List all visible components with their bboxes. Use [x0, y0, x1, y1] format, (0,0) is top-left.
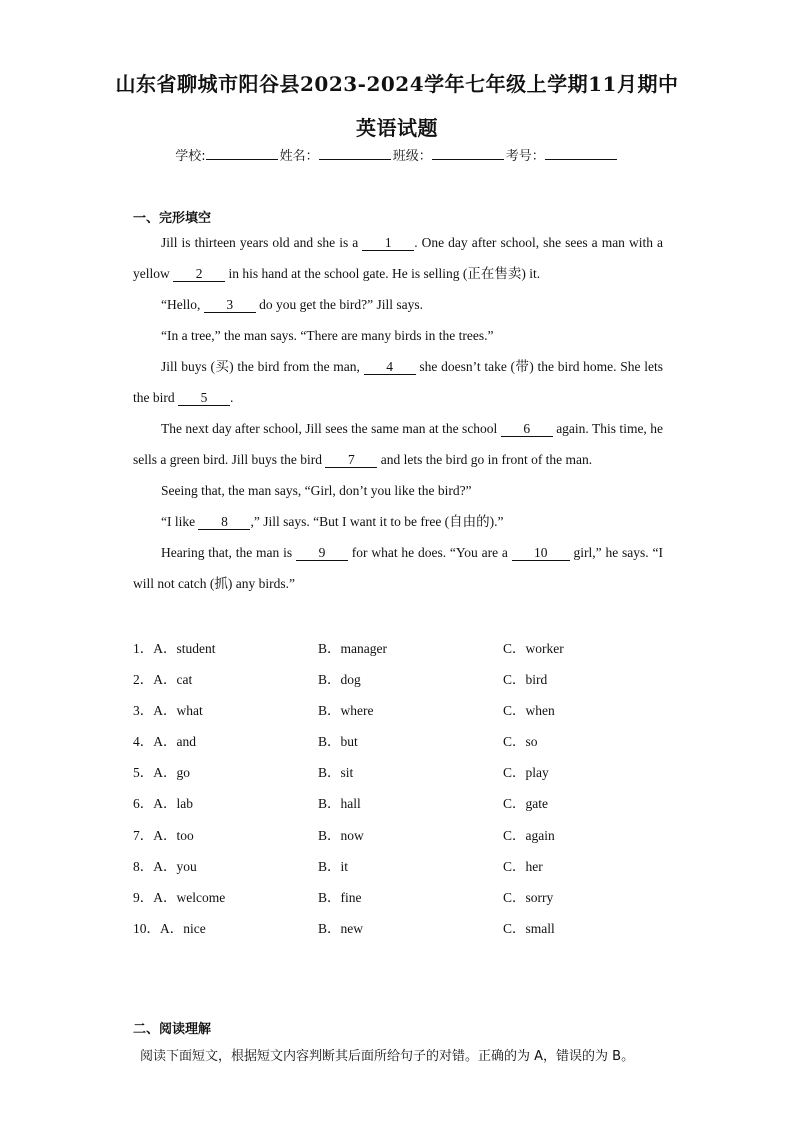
option-b[interactable]: B．manager: [318, 641, 387, 656]
option-row: [133, 761, 733, 792]
passage-paragraph: Hearing that, the man is 9 for what he does. “You are a 10 girl,” he says. “I will not catch (抓) any birds.”: [133, 545, 663, 591]
option-b[interactable]: B．it: [318, 858, 349, 874]
passage-paragraph: Jill is thirteen years old and she is a 1 . One day after school, she sees a man with a yellow 2 in his hand at the school gate. He is selling (正在售卖) it.: [133, 235, 663, 281]
option-a[interactable]: 3．A．what: [133, 703, 203, 719]
option-b[interactable]: B．but: [318, 734, 358, 750]
gap-1[interactable]: 1: [362, 236, 414, 251]
school-label: 学校:: [175, 149, 206, 164]
gap-4[interactable]: 4: [364, 360, 416, 375]
school-blank[interactable]: [206, 146, 278, 160]
option-c[interactable]: C．so: [503, 734, 538, 750]
option-a[interactable]: 6．A．lab: [133, 796, 193, 812]
passage-paragraph: “Hello, 3 do you get the bird?” Jill says.: [161, 297, 423, 312]
option-c[interactable]: C．gate: [503, 796, 548, 812]
option-row: [133, 668, 733, 699]
option-c[interactable]: C．small: [503, 920, 555, 936]
cloze-passage: [133, 227, 663, 599]
name-blank[interactable]: [319, 146, 391, 160]
option-a[interactable]: 9．A．welcome: [133, 889, 226, 905]
option-a[interactable]: 5．A．go: [133, 765, 190, 781]
gap-10[interactable]: 10: [512, 546, 570, 561]
exam-title-line1: 山东省聊城市阳谷县2023-2024学年七年级上学期11月期中: [115, 72, 679, 96]
option-c[interactable]: C．her: [503, 858, 543, 874]
section2-heading: 二、阅读理解: [133, 1022, 212, 1037]
option-row: [133, 855, 733, 886]
option-c[interactable]: C．worker: [503, 641, 564, 656]
name-label: 姓名：: [279, 149, 319, 164]
option-row: [133, 699, 733, 730]
option-c[interactable]: C．sorry: [503, 889, 554, 905]
option-b[interactable]: B．where: [318, 703, 374, 719]
section2-instruction: 阅读下面短文，根据短文内容判断其后面所给句子的对错。正确的为 A，错误的为 B。: [140, 1049, 635, 1064]
option-b[interactable]: B．dog: [318, 672, 361, 688]
gap-9[interactable]: 9: [296, 546, 348, 561]
passage-paragraph: Seeing that, the man says, “Girl, don’t you like the bird?”: [161, 483, 472, 498]
option-a[interactable]: 4．A．and: [133, 734, 196, 750]
option-row: [133, 824, 733, 855]
class-blank[interactable]: [432, 146, 504, 160]
option-b[interactable]: B．new: [318, 920, 363, 936]
option-a[interactable]: 8．A．you: [133, 858, 197, 874]
gap-7[interactable]: 7: [325, 453, 377, 468]
option-c[interactable]: C．play: [503, 765, 549, 781]
option-a[interactable]: 10．A．nice: [133, 920, 206, 936]
option-b[interactable]: B．now: [318, 827, 364, 843]
option-a[interactable]: 1．A．student: [133, 641, 216, 656]
option-a[interactable]: 7．A．too: [133, 827, 194, 843]
gap-2[interactable]: 2: [173, 267, 225, 282]
exam-title-line2: 英语试题: [356, 116, 438, 140]
option-row: [133, 886, 733, 917]
option-c[interactable]: C．again: [503, 827, 555, 843]
section1-heading: 一、完形填空: [133, 211, 212, 226]
number-label: 考号：: [505, 149, 545, 164]
class-label: 班级：: [392, 149, 432, 164]
option-b[interactable]: B．fine: [318, 889, 362, 905]
passage-paragraph: The next day after school, Jill sees the same man at the school 6 again. This time, he sells a green bird. Jill buys the bird 7 and lets the bird go in front of the man.: [133, 421, 663, 467]
option-row: [133, 917, 733, 948]
option-row: [133, 637, 733, 668]
option-row: [133, 792, 733, 823]
gap-5[interactable]: 5: [178, 391, 230, 406]
option-c[interactable]: C．when: [503, 703, 555, 719]
passage-paragraph: “In a tree,” the man says. “There are many birds in the trees.”: [161, 328, 494, 343]
option-b[interactable]: B．sit: [318, 765, 354, 781]
number-blank[interactable]: [545, 146, 617, 160]
option-row: [133, 730, 733, 761]
answer-options: [133, 637, 733, 948]
option-a[interactable]: 2．A．cat: [133, 672, 193, 688]
passage-paragraph: Jill buys (买) the bird from the man, 4 she doesn’t take (带) the bird home. She lets the bird 5 .: [133, 359, 664, 405]
passage-paragraph: “I like 8 ,” Jill says. “But I want it to be free (自由的).”: [161, 514, 504, 529]
gap-3[interactable]: 3: [204, 298, 256, 313]
gap-8[interactable]: 8: [198, 515, 250, 530]
student-info-row: [0, 145, 794, 164]
option-b[interactable]: B．hall: [318, 796, 361, 812]
option-c[interactable]: C．bird: [503, 672, 548, 688]
gap-6[interactable]: 6: [501, 422, 553, 437]
